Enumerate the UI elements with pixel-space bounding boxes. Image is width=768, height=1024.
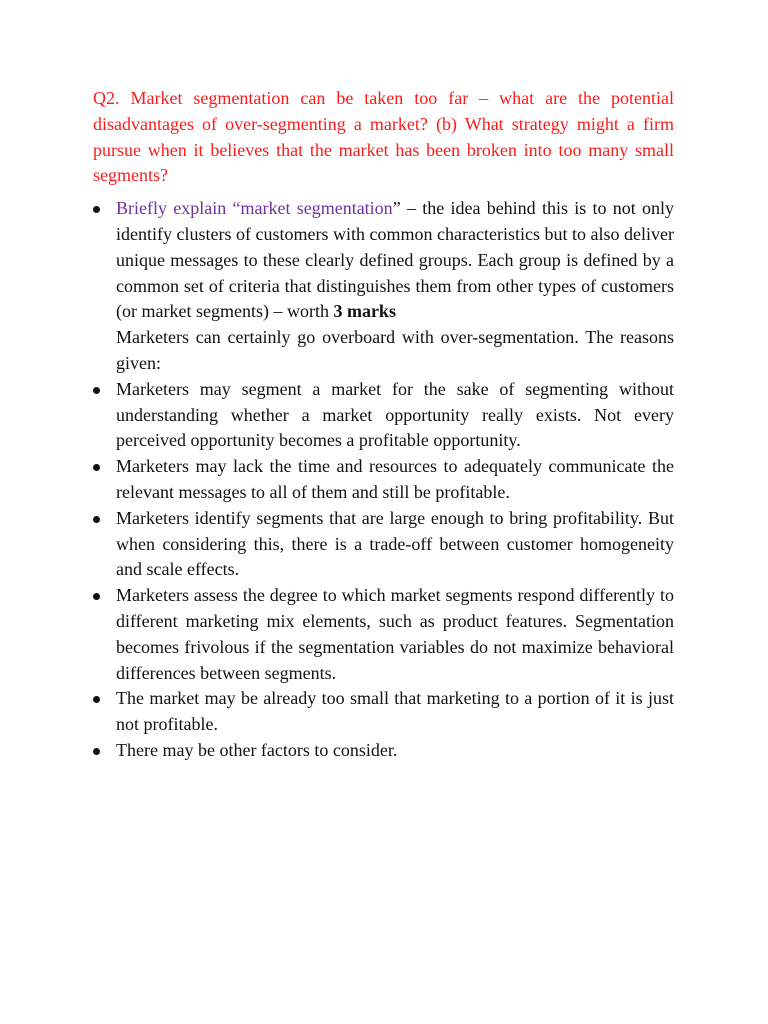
bullet-icon (93, 593, 100, 600)
list-item (93, 738, 674, 764)
bullet-icon (93, 696, 100, 703)
list-item (93, 686, 674, 738)
question-text: Q2. Market segmentation can be taken too far – what are the potential disadvantages of over-segmenting a market? (b) What strategy might a firm pursue when it believes that the market has been broken into too many small segments? (93, 88, 674, 186)
bullet-icon (93, 387, 100, 394)
intro-body: – the idea behind this is to not only identify clusters of customers with common characteristics but to also deliver unique messages to these clearly defined groups. Each group is defined by a common set of criteria that distinguishes them from other types of customers (or market segments) – worth (116, 198, 674, 322)
bullet-icon (93, 206, 100, 213)
list-item (93, 377, 674, 454)
note-text: Marketers can certainly go overboard with over-segmentation. The reasons given: (116, 327, 674, 373)
intro-marks: 3 marks (333, 301, 396, 322)
bullet-icon (93, 464, 100, 471)
bullet-icon (93, 516, 100, 523)
document-page (93, 86, 674, 764)
list-item-text: Marketers may lack the time and resources to adequately communicate the relevant messages to all of them and still be profitable. (116, 456, 674, 502)
list-item-text: Marketers identify segments that are large enough to bring profitability. But when considering this, there is a trade-off between customer homogeneity and scale effects. (116, 507, 674, 580)
answer-list (93, 196, 674, 325)
intro-quote-close: ” (392, 198, 401, 219)
list-item (93, 454, 674, 506)
bullet-icon (93, 748, 100, 755)
intro-highlight: Briefly explain “market segmentation (116, 198, 393, 219)
list-item (93, 506, 674, 583)
list-item (93, 583, 674, 686)
intro-item (93, 196, 674, 325)
list-item-text: There may be other factors to consider. (116, 739, 398, 760)
reasons-list (93, 377, 674, 764)
list-item-text: Marketers may segment a market for the sake of segmenting without understanding whether a market opportunity really exists. Not every perceived opportunity becomes a profitable opportunity. (116, 378, 674, 451)
list-item-text: The market may be already too small that marketing to a portion of it is just not profitable. (116, 688, 674, 735)
list-item-text: Marketers assess the degree to which market segments respond differently to different marketing mix elements, such as product features. Segmentation becomes frivolous if the segmentation variables do not maximize behavioral differences between segments. (116, 585, 674, 683)
